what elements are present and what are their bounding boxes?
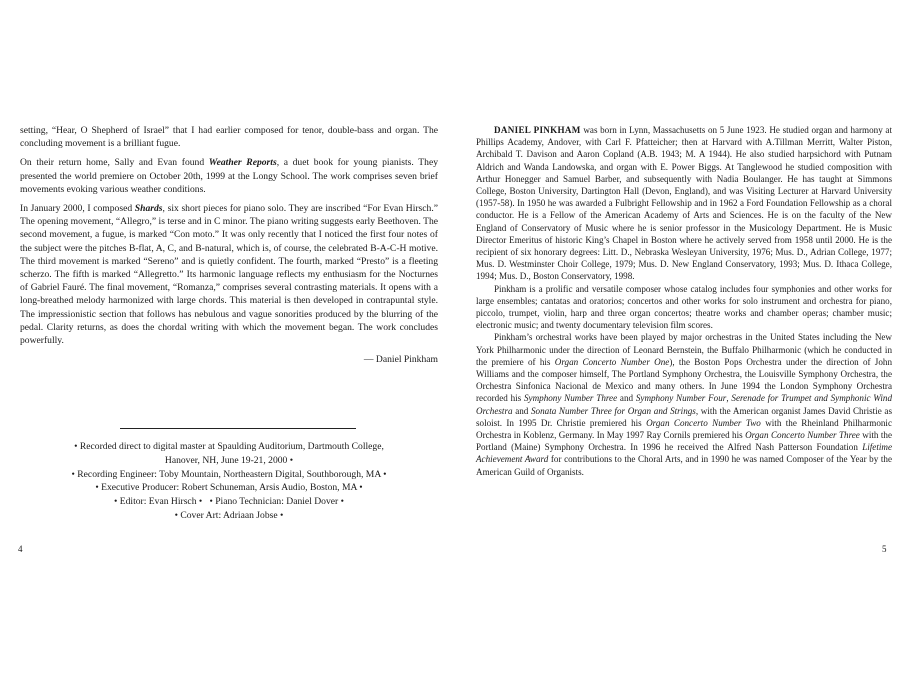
work-title: Symphony Number Three bbox=[524, 393, 618, 404]
orchestral-text: with the Rheinland Philharmonic Orchestra in Koblenz, Germany. In May 1997 Ray Cornils premiered his bbox=[476, 417, 892, 441]
page-number-right: 5 bbox=[882, 544, 887, 554]
biography-text: was born in Lynn, Massachusetts on 5 June 1923. He studied organ and harmony at Phillips Academy, Andover, with Carl F. Pfatteicher; then at Harvard with A.Tillman Merritt, Walter Piston, Archibald T. Davison and Aaron Copland (A.B. 1943; M. A 1944). He also studied harpsichord with Putnam Aldrich and Wanda Landowska, and organ with E. Power Biggs. At Tanglewood he studied composition with Arthur Honegger and Samuel Barber, and subsequently with Nadia Boulanger. He has taught at Simmons College, Boston University, Dartington Hall (Devon, England), and was Visiting Lecturer at Harvard University (1957-58). In 1950 he was awarded a Fulbright Fellowship and in 1962 a Ford Foundation Fellowship as a choral conductor. He is a Fellow of the American Academy of Arts and Sciences. He is on the faculty of the New England of Conservatory of Music where he is senior professor in the Musicology Department. He is Music Director Emeritus of historic King’s Chapel in Boston where he actively served from 1958 until 2000. He is the recipient of six honorary degrees: Litt. D., Nebraska Wesleyan University, 1976; Mus. D., Adrian College, 1977; Mus. D. Westminster Choir College, 1979; Mus. D. New England Conservatory, 1993; Mus. D. Ithaca College, 1994; Mus. D., Boston Conservatory, 1998. bbox=[476, 125, 892, 282]
credit-line: • Executive Producer: Robert Schuneman, Arsis Audio, Boston, MA • bbox=[95, 482, 363, 494]
paragraph-orchestral-works bbox=[476, 331, 892, 477]
shards-text-b: , six short pieces for piano solo. They are inscribed “For Evan Hirsch.” The opening movement, “Allegro,” is terse and in C minor. The piano writing suggests early Beethoven. The second movement, a fugue, is marked “Con moto.” It was only recently that I noticed the first four notes of the subject were the pitches B-flat, A, C, and B-natural, which is, of course, the celebrated B-A-C-H motive. The third movement is marked “Sereno” and is quietly confident. The fourth, marked “Presto” is a fleeting scherzo. The fifth is marked “Allegretto.” Its harmonic language reflects my enthusiasm for the Nocturnes of Gabriel Fauré. The final movement, “Romanza,” comprises several contrasting materials. It opens with a long-breathed melody harmonized with large chords. This material is then developed in contrapuntal style. The impressionistic section that follows has nebulous and vague sonorities produced by the blurring of the pedal. Clarity returns, as does the chordal writing with which the movement began. The work concludes powerfully. bbox=[20, 203, 439, 347]
orchestral-text: Pinkham’s orchestral works have been played by major orchestras in the United States including the New York Philharmonic under the direction of Leonard Bernstein, the Buffalo Philharmonic (which he conducted in the premiere of his bbox=[476, 332, 892, 367]
weather-reports-title: Weather Reports bbox=[208, 157, 277, 169]
work-title: Organ Concerto Number Three bbox=[745, 430, 860, 441]
award-title: Lifetime Achievement Award bbox=[476, 442, 892, 465]
author-signoff: — Daniel Pinkham bbox=[363, 354, 438, 366]
paragraph-shards bbox=[20, 202, 438, 347]
paragraph-biography bbox=[476, 124, 892, 283]
shards-title: Shards bbox=[134, 203, 163, 215]
work-title: Organ Concerto Number One bbox=[554, 356, 670, 367]
orchestral-text: and bbox=[617, 393, 636, 404]
recording-credits bbox=[20, 440, 438, 523]
credit-line: Hanover, NH, June 19-21, 2000 • bbox=[164, 454, 294, 466]
paragraph-weather-reports bbox=[20, 156, 438, 196]
work-title: Serenade for Trumpet and Symphonic Wind Orchestra bbox=[476, 393, 893, 416]
shards-text-a: In January 2000, I composed bbox=[20, 203, 135, 215]
right-page-text bbox=[476, 124, 892, 478]
paragraph-catalog: Pinkham is a prolific and versatile composer whose catalog includes four symphonies and other works for large ensembles; cantatas and oratorios; concertos and other works for solo instrument and orchestra for piano, piccolo, trumpet, violin, harp and three organ concertos; theatre works and chamber operas; chamber music; electronic music; and twenty documentary television film scores. bbox=[476, 283, 892, 331]
weather-reports-text-a: On their return home, Sally and Evan found bbox=[20, 157, 209, 169]
right-page bbox=[450, 0, 900, 676]
paragraph-hear-o-shepherd: setting, “Hear, O Shepherd of Israel” that I had earlier composed for tenor, double-bass and organ. The concluding movement is a brilliant fugue. bbox=[20, 125, 438, 150]
orchestral-text: , bbox=[726, 393, 732, 404]
work-title: Symphony Number Four bbox=[635, 393, 727, 404]
orchestral-text: ), the Boston Pops Orchestra under the direction of John Williams and the composer himself, The Portland Symphony Orchestra, the Louisville Symphony Orchestra, the Orchestra Sinfonica Nacional de Mexico and many others. In June 1994 the London Symphony Orchestra recorded his bbox=[476, 356, 892, 404]
credit-line: • Recording Engineer: Toby Mountain, Northeastern Digital, Southborough, MA • bbox=[71, 468, 387, 480]
weather-reports-text-b: , a duet book for young pianists. They presented the world premiere on October 20th, 1999 at the Longy School. The work comprises seven brief movements evoking various weather conditions. bbox=[20, 157, 439, 195]
work-title: Organ Concerto Number Two bbox=[646, 417, 761, 428]
orchestral-text: , with the American organist James David Christie as soloist. In 1995 Dr. Christie premiered his bbox=[476, 405, 892, 428]
orchestral-text: with the Portland (Maine) Symphony Orchestra. In 1996 he received the Alfred Nash Patterson Foundation bbox=[476, 430, 892, 453]
left-page-text bbox=[20, 124, 438, 366]
section-divider bbox=[120, 428, 356, 429]
work-title: Sonata Number Three for Organ and Strings bbox=[531, 405, 696, 416]
composer-name: DANIEL PINKHAM bbox=[494, 125, 581, 135]
orchestral-text: for contributions to the Choral Arts, and in 1990 he was named Composer of the Year by the American Guild of Organists. bbox=[476, 454, 892, 477]
orchestral-text: and bbox=[512, 405, 531, 416]
credit-line: • Editor: Evan Hirsch • • Piano Technician: Daniel Dover • bbox=[114, 496, 344, 508]
page-number-left: 4 bbox=[18, 544, 23, 554]
credit-line: • Cover Art: Adriaan Jobse • bbox=[174, 509, 284, 521]
credit-line: • Recorded direct to digital master at Spaulding Auditorium, Dartmouth College, bbox=[74, 441, 384, 452]
